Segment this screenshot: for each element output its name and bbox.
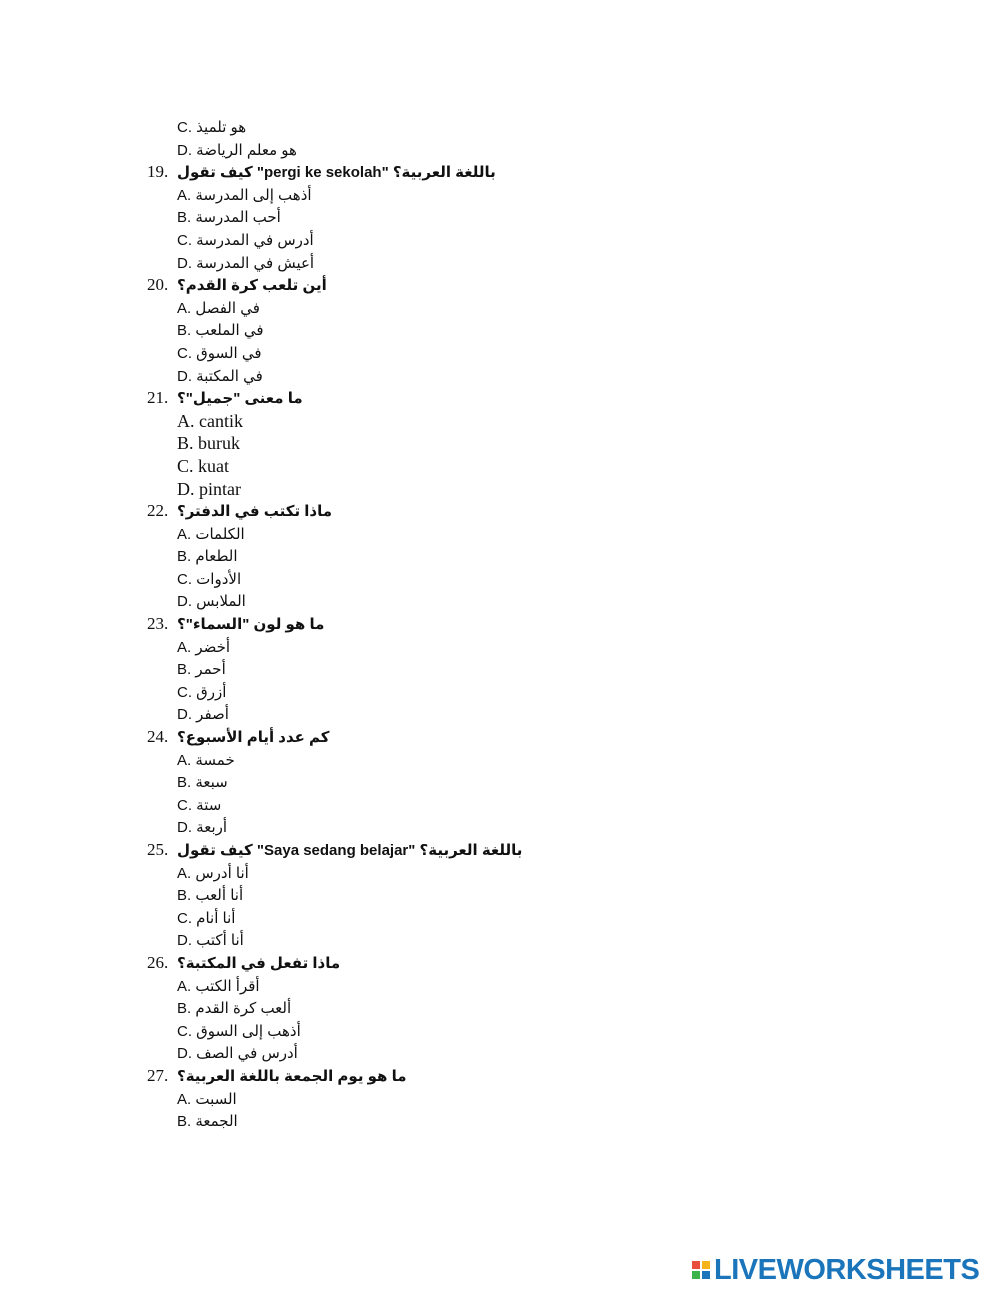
- answer-option: [0, 523, 1000, 546]
- question-line: [0, 952, 1000, 975]
- answer-option-text: D. أنا أكتب: [177, 932, 244, 950]
- answer-option: [0, 297, 1000, 320]
- question-line: [0, 387, 1000, 410]
- answer-option-text: D. أصفر: [177, 706, 229, 724]
- answer-option: [0, 1088, 1000, 1111]
- answer-option-text: D. هو معلم الرياضة: [177, 141, 297, 159]
- answer-option-text: C. ستة: [177, 796, 222, 814]
- answer-option-text: B. سبعة: [177, 774, 228, 792]
- answer-option-text: B. أحمر: [177, 661, 226, 679]
- answer-option-text: A. الكلمات: [177, 525, 245, 543]
- answer-option: [0, 703, 1000, 726]
- question-line: [0, 1065, 1000, 1088]
- logo-square-4: [702, 1271, 710, 1279]
- answer-option-text: A. أقرأ الكتب: [177, 977, 260, 995]
- answer-option-text: D. pintar: [177, 478, 241, 499]
- answer-option-text: C. أذهب إلى السوق: [177, 1022, 301, 1040]
- question-number: 22.: [147, 501, 169, 521]
- answer-option-text: B. الطعام: [177, 548, 238, 566]
- logo-square-2: [702, 1261, 710, 1269]
- answer-option-text: C. في السوق: [177, 344, 262, 362]
- answer-option-text: D. في المكتبة: [177, 367, 263, 385]
- question-text: كيف تقول "Saya sedang belajar" باللغة العربية؟: [177, 842, 523, 859]
- question-number: 27.: [147, 1065, 169, 1085]
- answer-option-text: B. أنا ألعب: [177, 887, 244, 905]
- question-number: 19.: [147, 162, 169, 182]
- answer-option-text: A. خمسة: [177, 751, 235, 769]
- answer-option: [0, 545, 1000, 568]
- question-text: أين تلعب كرة القدم؟: [177, 277, 327, 295]
- question-line: [0, 161, 1000, 184]
- question-text: كم عدد أيام الأسبوع؟: [177, 729, 330, 747]
- answer-option: [0, 997, 1000, 1020]
- answer-option: [0, 478, 1000, 501]
- answer-option-text: C. الأدوات: [177, 570, 242, 588]
- answer-option: [0, 907, 1000, 930]
- answer-option: [0, 590, 1000, 613]
- answer-option: [0, 252, 1000, 275]
- answer-option: [0, 636, 1000, 659]
- answer-option: [0, 658, 1000, 681]
- answer-option: [0, 1020, 1000, 1043]
- answer-option-text: C. أدرس في المدرسة: [177, 231, 314, 249]
- question-number: 23.: [147, 614, 169, 634]
- answer-option: [0, 681, 1000, 704]
- answer-option: [0, 771, 1000, 794]
- answer-option-text: A. في الفصل: [177, 299, 260, 317]
- answer-option-text: D. أدرس في الصف: [177, 1045, 298, 1063]
- answer-option: [0, 139, 1000, 162]
- answer-option-text: C. هو تلميذ: [177, 119, 247, 136]
- answer-option: [0, 116, 1000, 139]
- answer-option-text: B. buruk: [177, 433, 240, 454]
- answer-option: [0, 410, 1000, 433]
- answer-option: [0, 568, 1000, 591]
- answer-option: [0, 184, 1000, 207]
- question-number: 24.: [147, 727, 169, 747]
- answer-option-text: D. الملابس: [177, 593, 246, 611]
- liveworksheets-logo: [692, 1255, 979, 1285]
- question-text: ماذا تكتب في الدفتر؟: [177, 503, 333, 521]
- answer-option-text: B. ألعب كرة القدم: [177, 1000, 292, 1018]
- answer-option: [0, 432, 1000, 455]
- answer-option: [0, 794, 1000, 817]
- answer-option: [0, 319, 1000, 342]
- answer-option-text: B. الجمعة: [177, 1113, 238, 1131]
- answer-option: [0, 975, 1000, 998]
- question-line: [0, 613, 1000, 636]
- answer-option-text: C. أزرق: [177, 683, 227, 701]
- answer-option: [0, 749, 1000, 772]
- logo-square-1: [692, 1261, 700, 1269]
- answer-option: [0, 229, 1000, 252]
- question-line: [0, 839, 1000, 862]
- answer-option-text: D. أربعة: [177, 819, 228, 837]
- answer-option: [0, 929, 1000, 952]
- question-number: 20.: [147, 275, 169, 295]
- question-line: [0, 274, 1000, 297]
- answer-option-text: A. السبت: [177, 1090, 237, 1108]
- question-text: ما معنى "جميل"؟: [177, 390, 303, 408]
- answer-option-text: A. cantik: [177, 410, 243, 431]
- answer-option-text: C. أنا أنام: [177, 909, 236, 927]
- question-text: ما هو يوم الجمعة باللغة العربية؟: [177, 1067, 407, 1085]
- liveworksheets-logo-icon: [692, 1261, 710, 1279]
- answer-option: [0, 1042, 1000, 1065]
- answer-option: [0, 816, 1000, 839]
- question-number: 26.: [147, 952, 169, 972]
- answer-option-text: B. أحب المدرسة: [177, 209, 281, 227]
- answer-option-text: A. أنا أدرس: [177, 864, 249, 882]
- answer-option-text: D. أعيش في المدرسة: [177, 254, 315, 272]
- answer-option: [0, 455, 1000, 478]
- answer-option: [0, 206, 1000, 229]
- answer-option: [0, 884, 1000, 907]
- question-line: [0, 500, 1000, 523]
- answer-option-text: C. kuat: [177, 455, 229, 476]
- question-text: ما هو لون "السماء"؟: [177, 616, 325, 634]
- answer-option-text: A. أذهب إلى المدرسة: [177, 186, 312, 204]
- answer-option-text: A. أخضر: [177, 638, 231, 656]
- logo-square-3: [692, 1271, 700, 1279]
- question-number: 25.: [147, 840, 169, 859]
- answer-option: [0, 862, 1000, 885]
- question-number: 21.: [147, 388, 169, 408]
- question-text: كيف تقول "pergi ke sekolah" باللغة العربية؟: [177, 164, 496, 182]
- worksheet-content: [0, 116, 1000, 1133]
- answer-option: [0, 342, 1000, 365]
- answer-option-text: B. في الملعب: [177, 322, 264, 340]
- answer-option: [0, 365, 1000, 388]
- question-text: ماذا تفعل في المكتبة؟: [177, 954, 341, 972]
- question-line: [0, 726, 1000, 749]
- answer-option: [0, 1110, 1000, 1133]
- logo-text: LIVEWORKSHEETS: [714, 1253, 980, 1286]
